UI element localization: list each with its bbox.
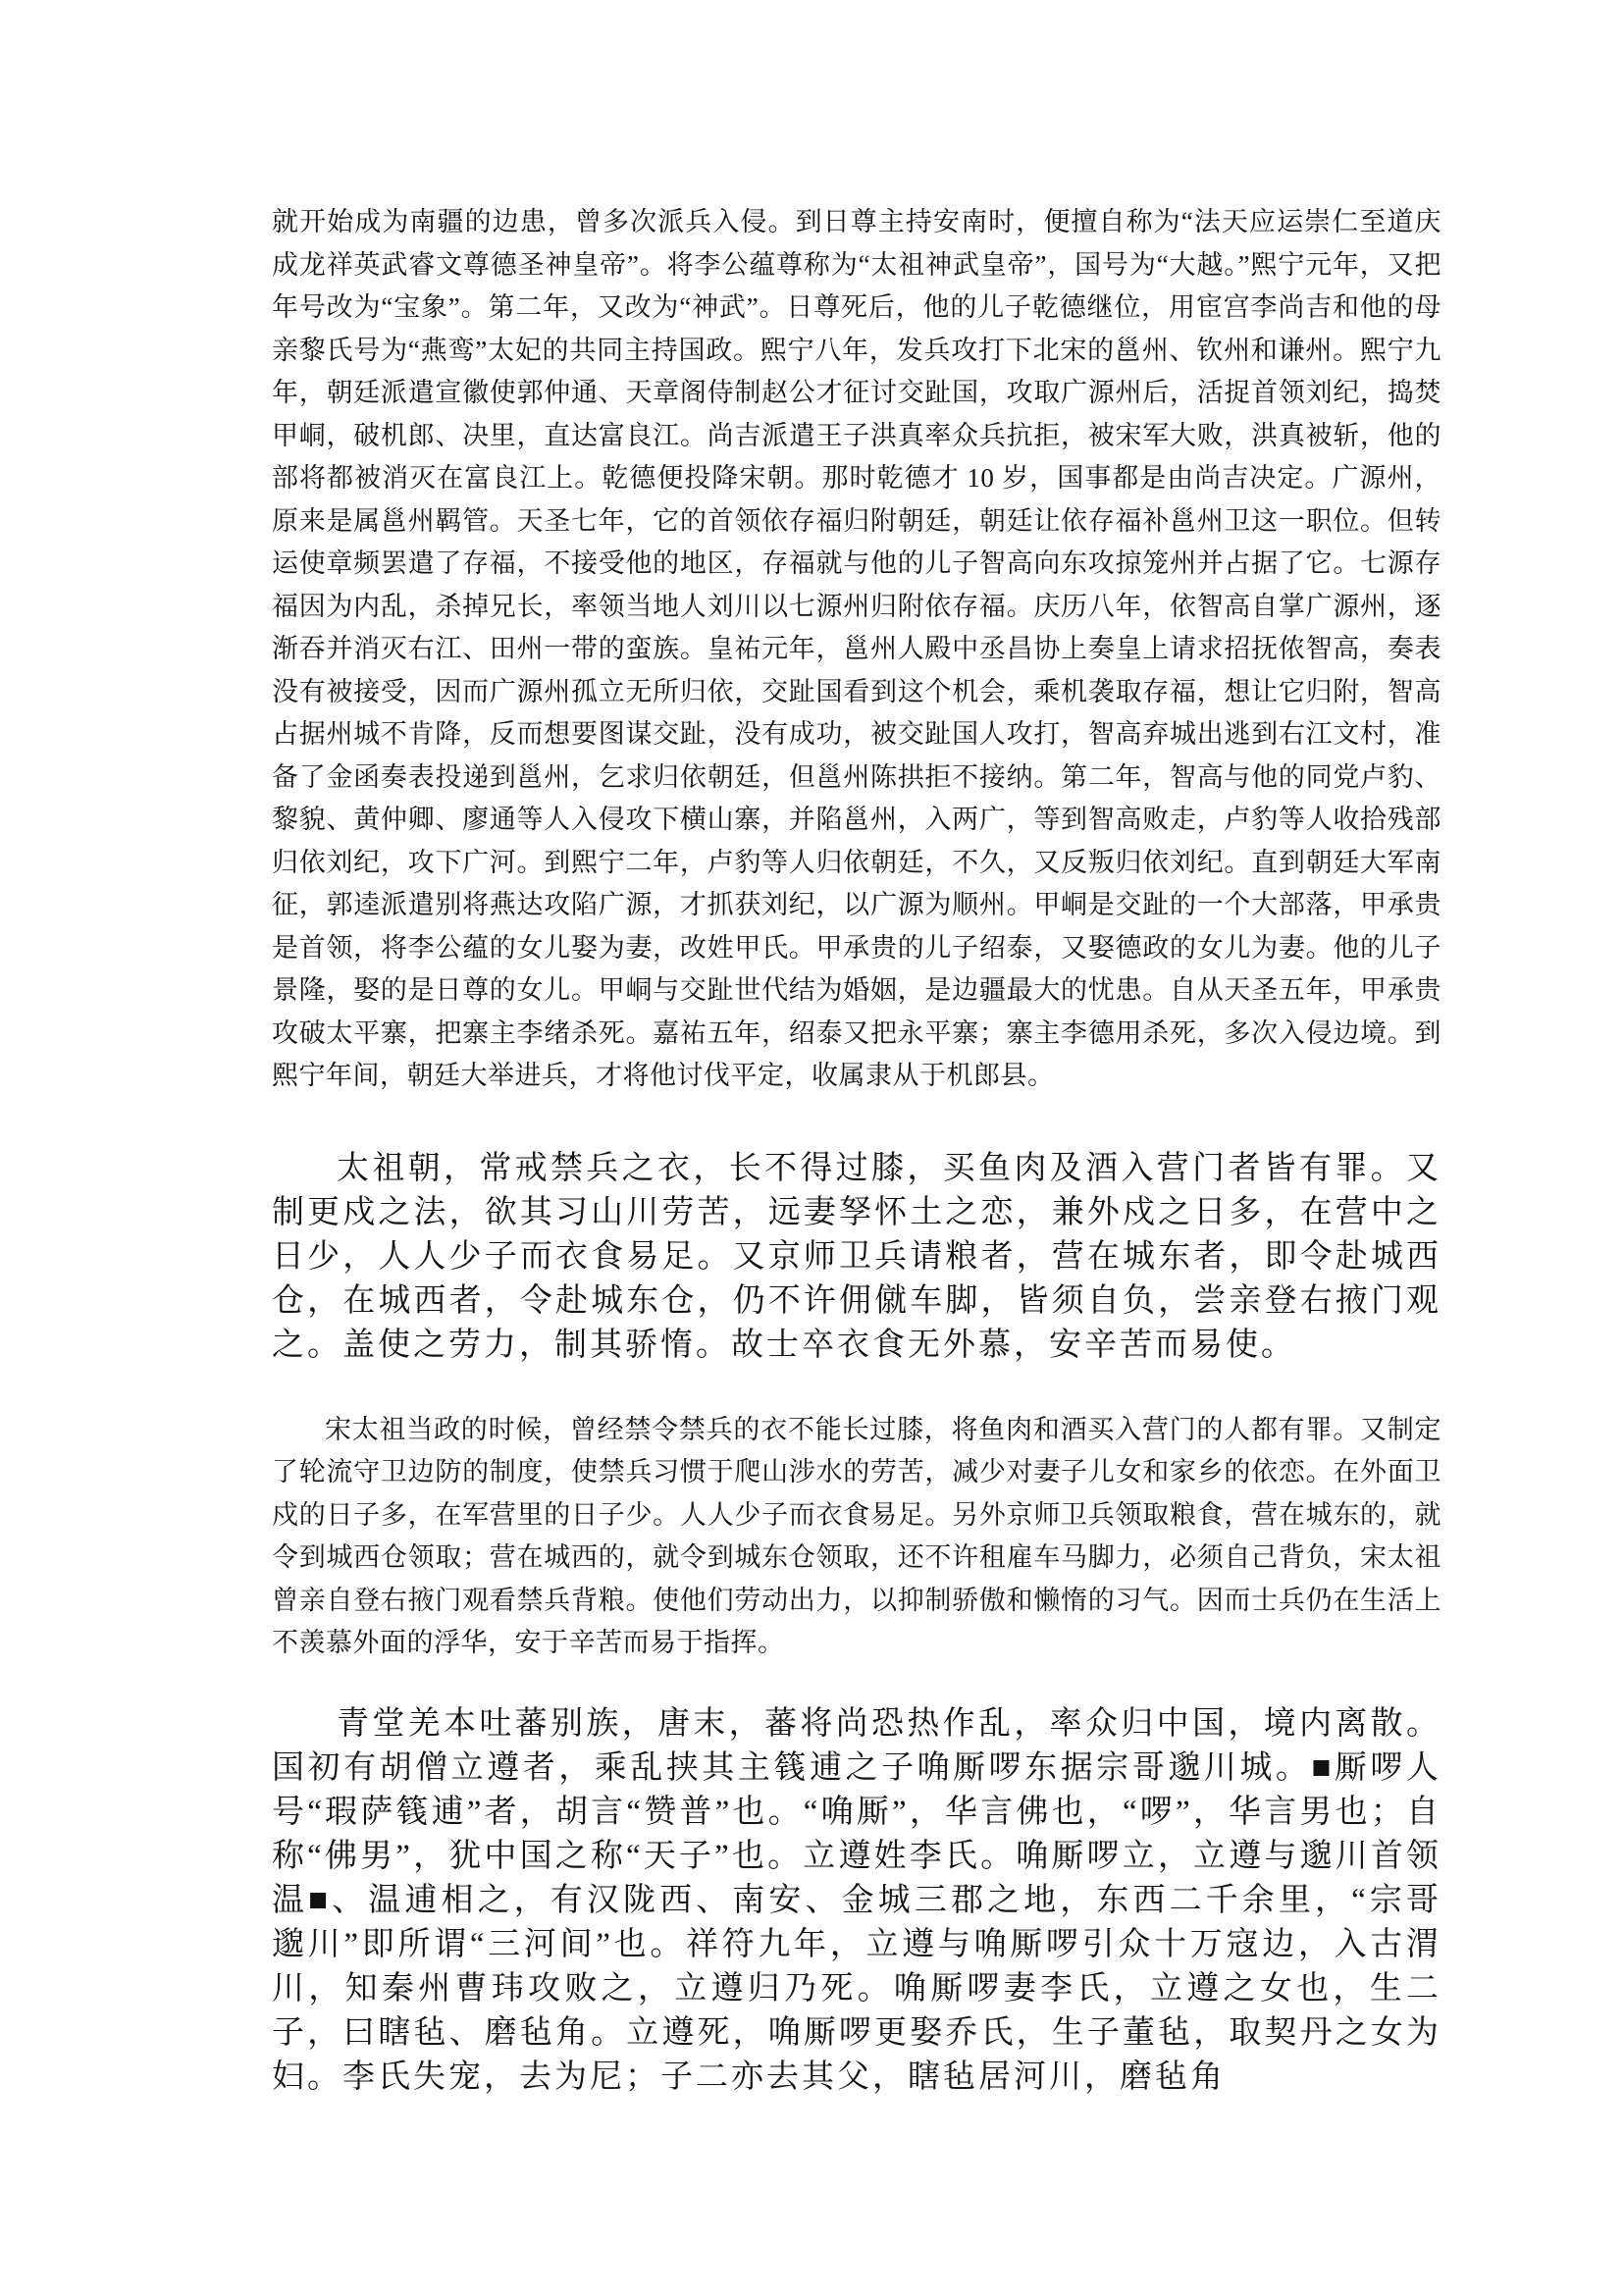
paragraph-qingtang-qiang: 青堂羌本吐蕃别族，唐末，蕃将尚恐热作乱，率众归中国，境内离散。国初有胡僧立遵者，乘乱挟其主篯逋之子唃厮啰东据宗哥邈川城。■厮啰人号“瑕萨篯逋”者，胡言“赞普”也。“唃厮”，华言佛也，“啰”，华言男也；自称“佛男”，犹中国之称“天子”也。立遵姓李氏。唃厮啰立，立遵与邈川首领温■、温逋相之，有汉陇西、南安、金城三郡之地，东西二千余里，“宗哥邈川”即所谓“三河间”也。祥符九年，立遵与唃厮啰引众十万寇边，入古渭川，知秦州曹玮攻败之，立遵归乃死。唃厮啰妻李氏，立遵之女也，生二子，曰瞎毡、磨毡角。立遵死，唃厮啰更娶乔氏，生子董毡，取契丹之女为妇。李氏失宠，去为尼；子二亦去其父，瞎毡居河川，磨毡角 — [272, 1705, 1441, 2095]
paragraph-annan-history: 就开始成为南疆的边患，曾多次派兵入侵。到日尊主持安南时，便擅自称为“法天应运崇仁至道庆成龙祥英武睿文尊德圣神皇帝”。将李公蕴尊称为“太祖神武皇帝”，国号为“大越。”熙宁元年，又把年号改为“宝象”。第二年，又改为“神武”。日尊死后，他的儿子乾德继位，用宦宫李尚吉和他的母亲黎氏号为“燕鸾”太妃的共同主持国政。熙宁八年，发兵攻打下北宋的邕州、钦州和谦州。熙宁九年，朝廷派遣宣徽使郭仲通、天章阁侍制赵公才征讨交趾国，攻取广源州后，活捉首领刘纪，捣焚甲峒，破机郎、决里，直达富良江。尚吉派遣王子洪真率众兵抗拒，被宋军大败，洪真被斩，他的部将都被消灭在富良江上。乾德便投降宋朝。那时乾德才 10 岁，国事都是由尚吉决定。广源州，原来是属邕州羁管。天圣七年，它的首领依存福归附朝廷，朝廷让依存福补邕州卫这一职位。但转运使章频罢遣了存福，不接受他的地区，存福就与他的儿子智高向东攻掠笼州并占据了它。七源存福因为内乱，杀掉兄长，率领当地人刘川以七源州归附依存福。庆历八年，依智高自掌广源州，逐渐吞并消灭右江、田州一带的蛮族。皇祐元年，邕州人殿中丞昌协上奏皇上请求招抚侬智高，奏表没有被接受，因而广源州孤立无所归依，交趾国看到这个机会，乘机袭取存福，想让它归附，智高占据州城不肯降，反而想要图谋交趾，没有成功，被交趾国人攻打，智高弃城出逃到右江文村，准备了金函奏表投递到邕州，乞求归依朝廷，但邕州陈拱拒不接纳。第二年，智高与他的同党卢豹、黎貌、黄仲卿、廖通等人入侵攻下横山寨，并陷邕州，入两广，等到智高败走，卢豹等人收拾残部归依刘纪，攻下广河。到熙宁二年，卢豹等人归依朝廷，不久，又反叛归依刘纪。直到朝廷大军南征，郭逵派遣别将燕达攻陷广源，才抓获刘纪，以广源为顺州。甲峒是交趾的一个大部落，甲承贵是首领，将李公蕴的女儿娶为妻，改姓甲氏。甲承贵的儿子绍泰，又娶德政的女儿为妻。他的儿子景隆，娶的是日尊的女儿。甲峒与交趾世代结为婚姻，是边疆最大的忧患。自从天圣五年，甲承贵攻破太平寨，把寨主李绪杀死。嘉祐五年，绍泰又把永平寨；寨主李德用杀死，多次入侵边境。到熙宁年间，朝廷大举进兵，才将他讨伐平定，收属隶从于机郎县。 — [272, 207, 1441, 1090]
paragraph-taizu-classical: 太祖朝，常戒禁兵之衣，长不得过膝，买鱼肉及酒入营门者皆有罪。又制更戍之法，欲其习山川劳苦，远妻孥怀土之恋，兼外戍之日多，在营中之日少，人人少子而衣食易足。又京师卫兵请粮者，营在城东者，即令赴城西仓，在城西者，令赴城东仓，仍不许佣僦车脚，皆须自负，尝亲登右掖门观之。盖使之劳力，制其骄惰。故士卒衣食无外慕，安辛苦而易使。 — [272, 1150, 1441, 1363]
page-text-column — [272, 201, 1441, 2100]
paragraph-taizu-translation: 宋太祖当政的时候，曾经禁令禁兵的衣不能长过膝，将鱼肉和酒买入营门的人都有罪。又制定了轮流守卫边防的制度，使禁兵习惯于爬山涉水的劳苦，减少对妻子儿女和家乡的依恋。在外面卫戍的日子多，在军营里的日子少。人人少子而衣食易足。另外京师卫兵领取粮食，营在城东的，就令到城西仓领取；营在城西的，就令到城东仓领取，还不许租雇车马脚力，必须自己背负，宋太祖曾亲自登右掖门观看禁兵背粮。使他们劳动出力，以抑制骄傲和懒惰的习气。因而士兵仍在生活上不羡慕外面的浮华，安于辛苦而易于指挥。 — [272, 1414, 1441, 1657]
